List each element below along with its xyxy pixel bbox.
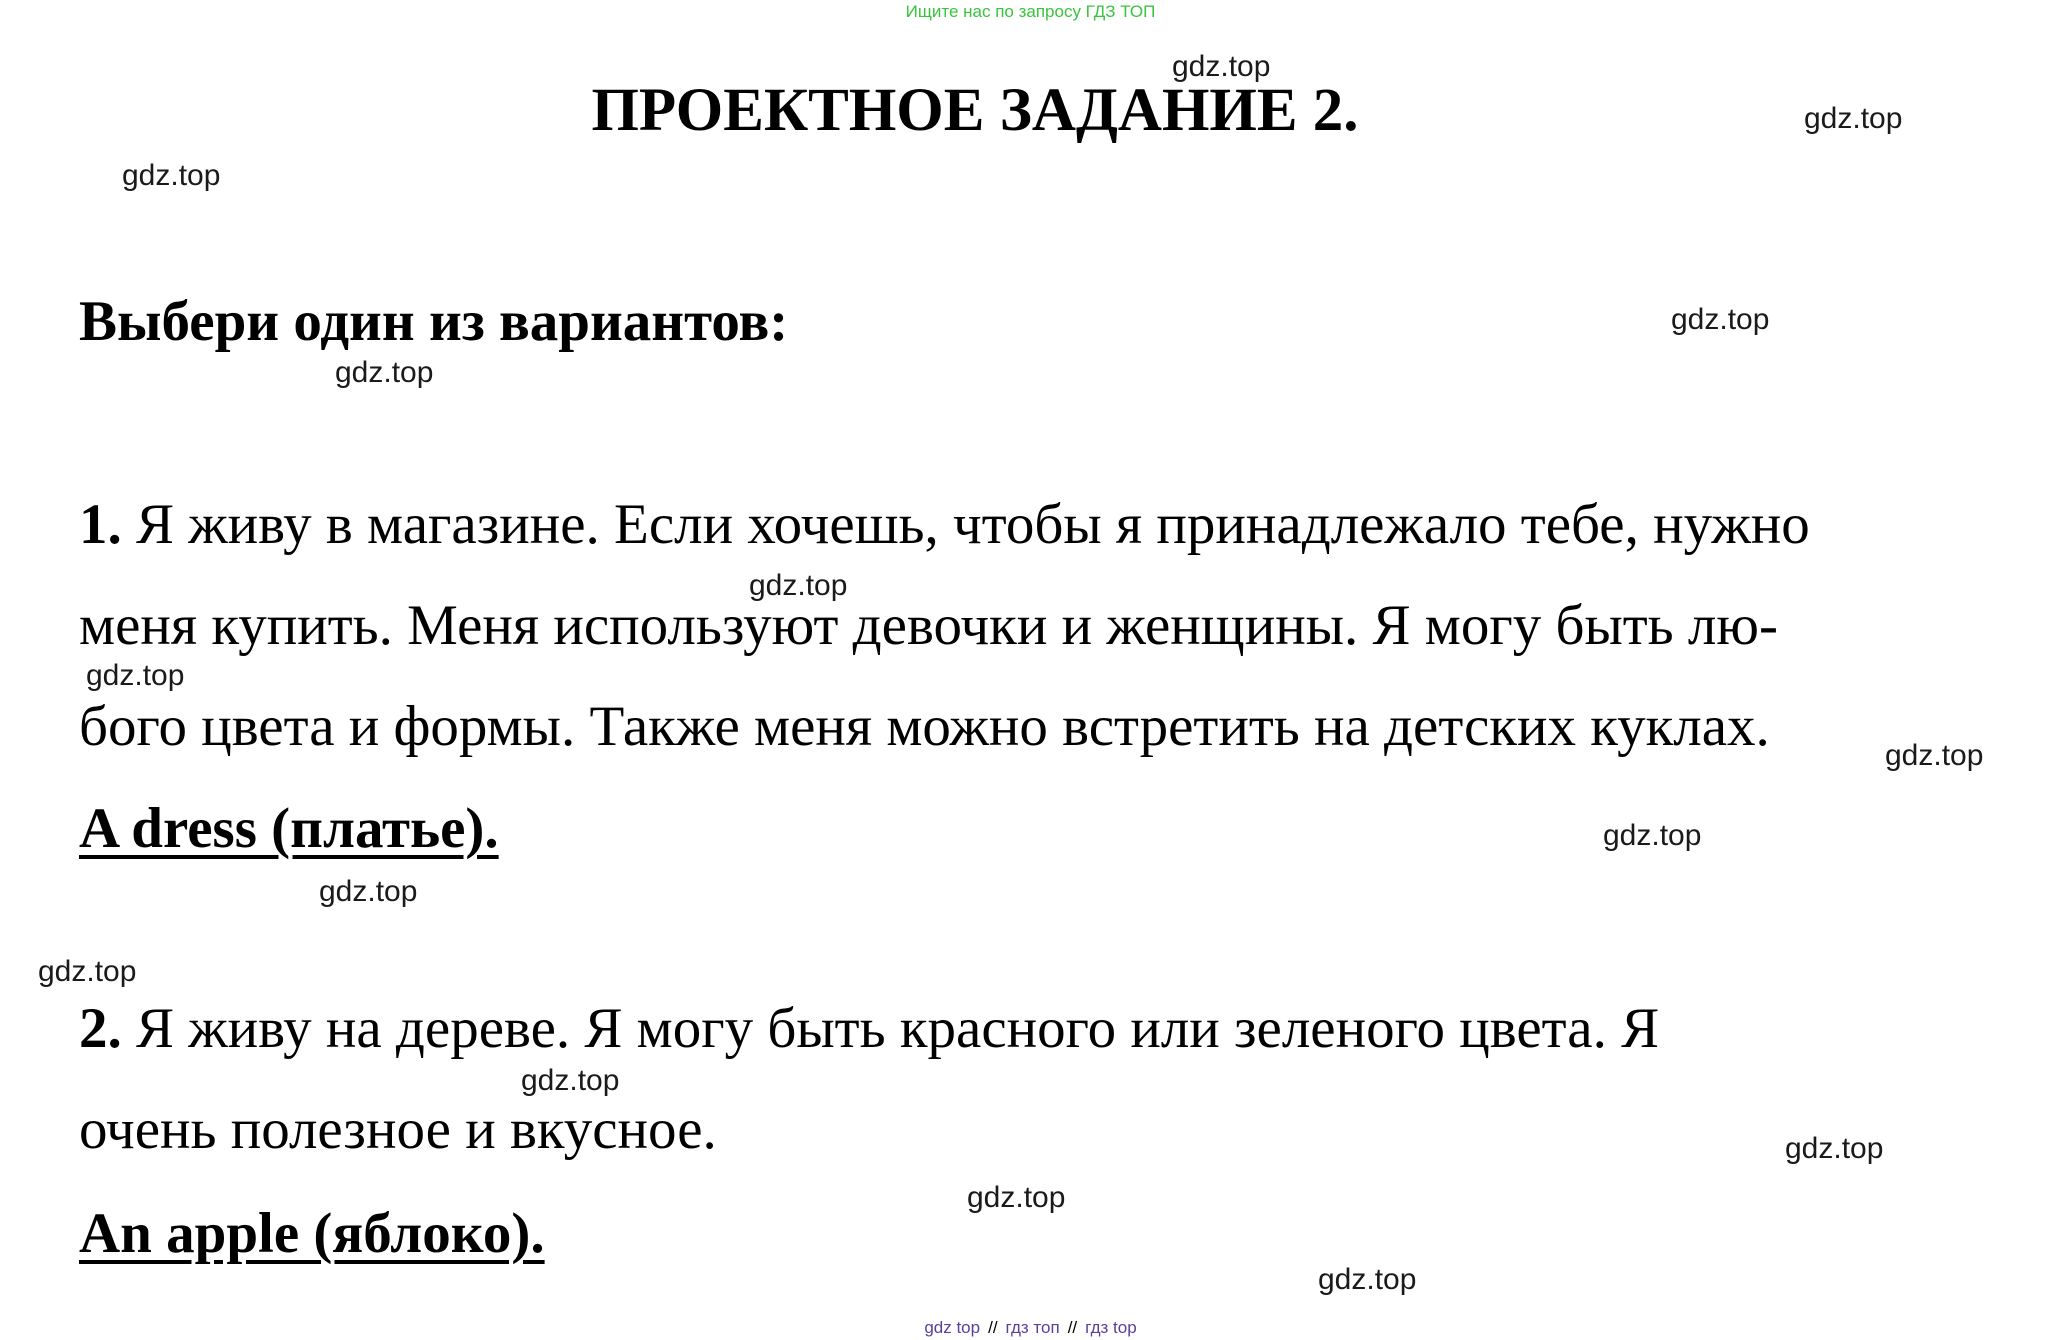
riddle-1-number: 1. [79,493,122,556]
riddle-2-line-1 [79,978,1959,1079]
watermark: gdz.top [1172,50,1271,83]
riddle-1-line-3: бого цвета и формы. Также меня можно встретить на детских куклах. [79,695,1770,758]
footer-link-2[interactable]: гдз топ [1005,1318,1060,1337]
watermark: gdz.top [1885,739,1984,772]
watermark: gdz.top [967,1181,1066,1214]
riddle-2 [79,978,1959,1180]
watermark: gdz.top [319,875,418,908]
riddle-2-line-2: очень полезное и вкусное. [79,1098,717,1161]
riddle-2-line-1-text: Я живу на дереве. Я могу быть красного или зеленого цвета. Я [121,997,1660,1060]
riddle-2-number: 2. [79,997,122,1060]
riddle-1 [79,474,1959,777]
watermark: gdz.top [749,569,848,602]
watermark: gdz.top [1603,819,1702,852]
answer-2: An apple (яблоко). [79,1202,545,1265]
riddle-1-line-1-text: Я живу в магазине. Если хочешь, чтобы я принадлежало тебе, нужно [121,493,1810,556]
watermark: gdz.top [86,659,185,692]
instruction-heading: Выбери один из вариантов: [79,290,789,353]
riddle-1-line-2: меня купить. Меня используют девочки и женщины. Я могу быть лю- [79,594,1778,657]
top-banner: Ищите нас по запросу ГДЗ ТОП [905,2,1156,21]
riddle-1-line-1 [79,474,1959,575]
watermark: gdz.top [38,955,137,988]
watermark: gdz.top [335,356,434,389]
watermark: gdz.top [1804,102,1903,135]
watermark: gdz.top [1671,303,1770,336]
footer-separator: // [1067,1318,1078,1337]
page-title: ПРОЕКТНОЕ ЗАДАНИЕ 2. [591,77,1359,144]
watermark: gdz.top [521,1064,620,1097]
footer-separator: // [988,1318,998,1337]
footer-link-1[interactable]: gdz top [924,1318,981,1337]
watermark: gdz.top [1318,1263,1417,1296]
watermark: gdz.top [1785,1132,1884,1165]
watermark: gdz.top [122,159,221,192]
footer [0,1318,2061,1338]
footer-link-3[interactable]: гдз top [1085,1318,1137,1337]
answer-1: A dress (платье). [79,797,499,860]
